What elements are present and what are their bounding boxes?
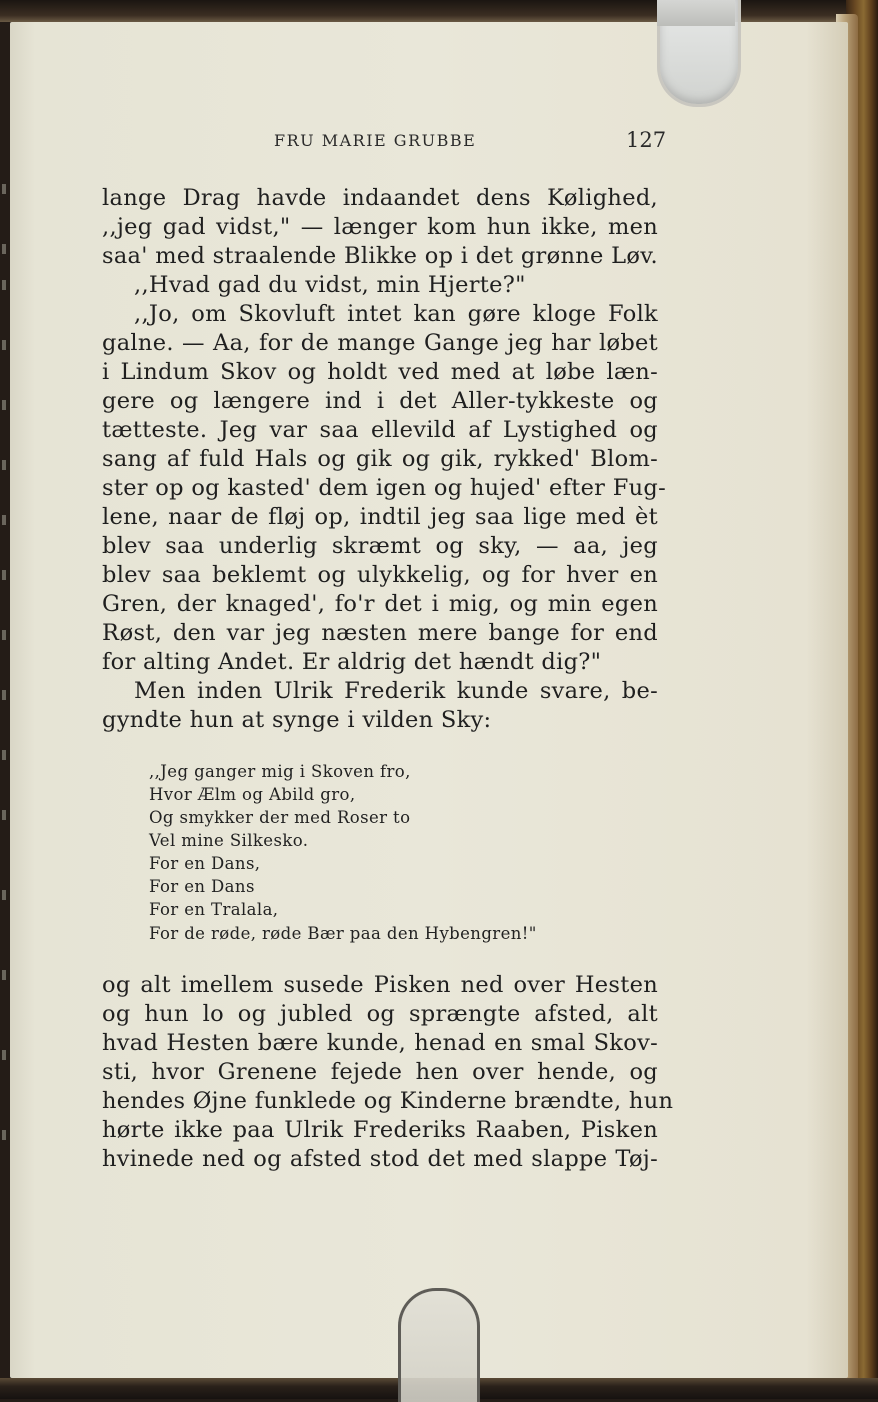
text-line: saa' med straalende Blikke op i det grønne Løv. bbox=[102, 243, 658, 269]
verse-line: For en Dans, bbox=[149, 854, 261, 873]
text-line: blev saa beklemt og ulykkelig, og for hver en bbox=[102, 562, 658, 588]
page-number: 127 bbox=[626, 128, 667, 152]
running-head: FRU MARIE GRUBBE bbox=[274, 131, 477, 150]
text-line: hvinede ned og afsted stod det med slappe Tøj- bbox=[102, 1146, 658, 1172]
text-line: gyndte hun at synge i vilden Sky: bbox=[102, 707, 492, 733]
book-top-edge bbox=[0, 0, 878, 22]
verse-line: Vel mine Silkesko. bbox=[149, 831, 309, 850]
verse-line: For en Tralala, bbox=[149, 900, 279, 919]
text-line: Men inden Ulrik Frederik kunde svare, be- bbox=[134, 678, 658, 704]
previous-page-edge-marks bbox=[0, 170, 12, 1190]
text-line: sang af fuld Hals og gik og gik, rykked' Blom- bbox=[102, 446, 658, 472]
text-line: gere og længere ind i det Aller-tykkeste og bbox=[102, 388, 658, 414]
text-line: Gren, der knaged', fo'r det i mig, og min egen bbox=[102, 591, 658, 617]
text-line: og alt imellem susede Pisken ned over Hesten bbox=[102, 972, 658, 998]
text-line: ,,Hvad gad du vidst, min Hjerte?" bbox=[134, 272, 526, 298]
bottom-page-clip bbox=[398, 1288, 480, 1402]
verse-line: For en Dans bbox=[149, 877, 255, 896]
text-line: lene, naar de fløj op, indtil jeg saa lige med èt bbox=[102, 504, 658, 530]
top-clip-band bbox=[657, 0, 735, 26]
verse-line: Hvor Ælm og Abild gro, bbox=[149, 785, 356, 804]
text-line: ster op og kasted' dem igen og hujed' efter Fug- bbox=[102, 475, 667, 501]
text-line: hørte ikke paa Ulrik Frederiks Raaben, Pisken bbox=[102, 1117, 658, 1143]
text-line: ,,Jo, om Skovluft intet kan gøre kloge Folk bbox=[134, 301, 658, 327]
verse-line: For de røde, røde Bær paa den Hybengren!" bbox=[149, 924, 537, 943]
text-line: tætteste. Jeg var saa ellevild af Lystighed og bbox=[102, 417, 658, 443]
text-line: hendes Øjne funklede og Kinderne brændte, hun bbox=[102, 1088, 674, 1114]
text-line: og hun lo og jubled og sprængte afsted, alt bbox=[102, 1001, 658, 1027]
text-line: blev saa underlig skræmt og sky, — aa, jeg bbox=[102, 533, 658, 559]
text-line: galne. — Aa, for de mange Gange jeg har løbet bbox=[102, 330, 658, 356]
text-line: sti, hvor Grenene fejede hen over hende, og bbox=[102, 1059, 658, 1085]
text-line: lange Drag havde indaandet dens Kølighed, bbox=[102, 185, 658, 211]
text-line: hvad Hesten bære kunde, henad en smal Skov- bbox=[102, 1030, 658, 1056]
text-line: Røst, den var jeg næsten mere bange for end bbox=[102, 620, 658, 646]
text-line: i Lindum Skov og holdt ved med at løbe læn- bbox=[102, 359, 658, 385]
text-line: for alting Andet. Er aldrig det hændt dig?" bbox=[102, 649, 602, 675]
text-line: ,,jeg gad vidst," — længer kom hun ikke, men bbox=[102, 214, 658, 240]
verse-line: Og smykker der med Roser to bbox=[149, 808, 411, 827]
verse-line: ,,Jeg ganger mig i Skoven fro, bbox=[149, 762, 411, 781]
